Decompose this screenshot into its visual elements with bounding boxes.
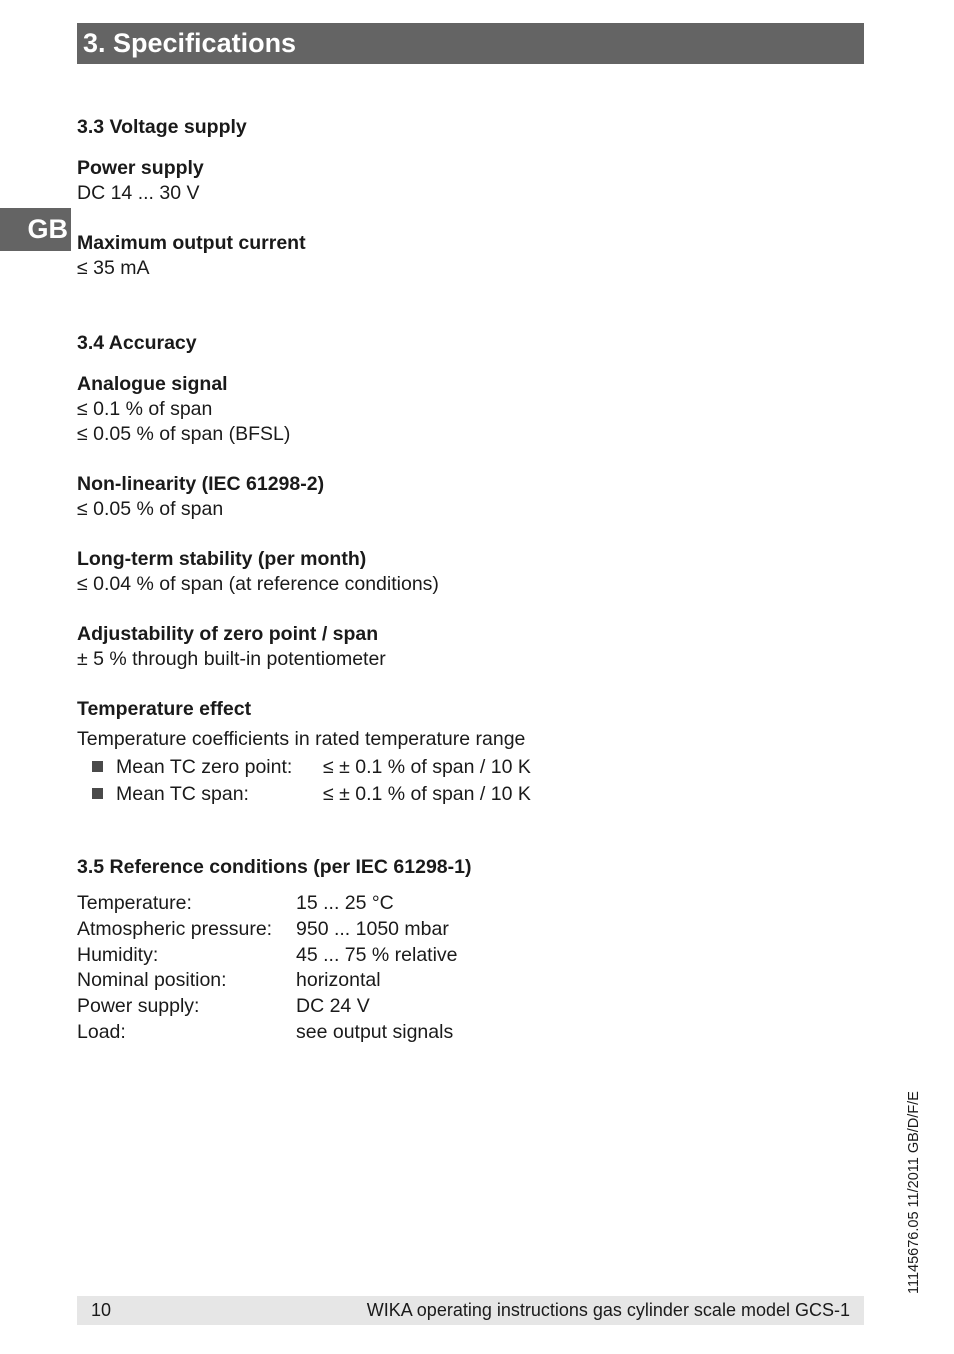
long-term-stability-value: ≤ 0.04 % of span (at reference conditions) [77,573,439,595]
adjustability-label: Adjustability of zero point / span [77,623,379,645]
tc-span-value: ≤ ± 0.1 % of span / 10 K [323,783,531,805]
section-title: 3. Specifications [83,28,297,58]
adjustability-value: ± 5 % through built-in potentiometer [77,648,386,670]
reference-row-value: 45 ... 75 % relative [296,944,458,966]
reference-conditions-heading: 3.5 Reference conditions (per IEC 61298-1) [77,856,472,878]
reference-row-label: Nominal position: [77,969,227,991]
voltage-supply-heading: 3.3 Voltage supply [77,116,247,138]
analogue-signal-value: ≤ 0.1 % of span [77,398,213,420]
reference-row-label: Humidity: [77,944,159,966]
temperature-effect-intro: Temperature coefficients in rated temperature range [77,728,526,750]
power-supply-label: Power supply [77,157,204,179]
tc-zero-point-label: Mean TC zero point: [116,756,293,778]
accuracy-heading: 3.4 Accuracy [77,332,197,354]
reference-row-value: horizontal [296,969,381,991]
reference-row-value: 15 ... 25 °C [296,892,394,914]
temperature-effect-label: Temperature effect [77,698,252,720]
max-current-value: ≤ 35 mA [77,257,150,279]
power-supply-value: DC 14 ... 30 V [77,182,200,204]
tc-zero-point-value: ≤ ± 0.1 % of span / 10 K [323,756,531,778]
language-tab-label: GB [27,214,68,244]
analogue-signal-label: Analogue signal [77,373,228,395]
bullet-square-icon [92,788,103,799]
bullet-square-icon [92,761,103,772]
footer-title: WIKA operating instructions gas cylinder scale model GCS-1 [366,1300,850,1320]
reference-row-label: Atmospheric pressure: [77,918,273,940]
analogue-signal-value-bfsl: ≤ 0.05 % of span (BFSL) [77,423,291,445]
reference-row-value: see output signals [296,1021,454,1043]
long-term-stability-label: Long-term stability (per month) [77,548,367,570]
document-reference-number: 11145676.05 11/2011 GB/D/F/E [906,1091,922,1294]
reference-row-label: Load: [77,1021,126,1043]
page-footer [77,1296,864,1325]
non-linearity-value: ≤ 0.05 % of span [77,498,224,520]
reference-row-label: Temperature: [77,892,192,914]
section-header-bar [77,23,864,64]
reference-row-value: 950 ... 1050 mbar [296,918,449,940]
reference-row-value: DC 24 V [296,995,370,1017]
reference-row-label: Power supply: [77,995,200,1017]
tc-span-label: Mean TC span: [116,783,249,805]
page-number: 10 [91,1300,112,1320]
non-linearity-label: Non-linearity (IEC 61298-2) [77,473,325,495]
max-current-label: Maximum output current [77,232,306,254]
language-tab [0,208,71,251]
